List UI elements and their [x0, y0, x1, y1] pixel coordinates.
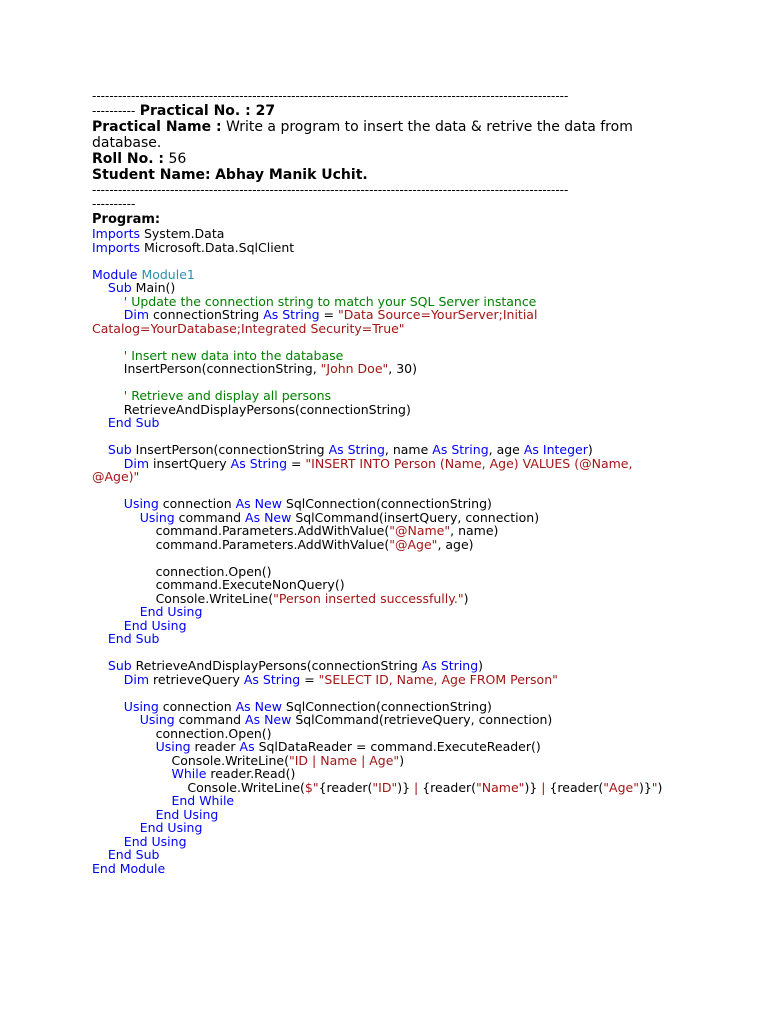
- code-token: Using: [155, 739, 191, 754]
- code-line: [92, 349, 672, 363]
- code-token: )}: [638, 779, 652, 795]
- code-token: command: [174, 712, 246, 727]
- code-token: End Using: [123, 833, 187, 849]
- code-line: [92, 835, 672, 849]
- code-token: InsertPerson(connectionString: [131, 442, 329, 457]
- code-token: =: [300, 671, 319, 687]
- code-line: [92, 605, 672, 619]
- code-token: {reader(: [318, 779, 373, 795]
- code-line: [92, 443, 672, 457]
- code-token: connectionString: [149, 307, 264, 322]
- code-token: Imports: [92, 239, 140, 255]
- code-token: insertQuery: [149, 455, 231, 471]
- code-token: As Integer: [523, 442, 588, 457]
- code-token: Sub: [107, 280, 132, 295]
- code-line: [92, 227, 672, 241]
- code-token: Sub: [107, 658, 132, 673]
- code-token: command.Parameters.AddWithValue(: [92, 523, 390, 538]
- code-token: Using: [139, 509, 175, 525]
- code-token: RetrieveAndDisplayPersons(connectionString: [131, 658, 422, 673]
- code-token: {reader(: [545, 779, 604, 795]
- code-token: End Module: [92, 860, 166, 876]
- code-token: As New: [235, 698, 282, 714]
- code-token: =: [287, 455, 306, 471]
- code-token: Sub: [107, 442, 132, 457]
- code-token: |: [541, 779, 546, 795]
- top-rule: --------------------------------------------------------------------------------------------------------------: [92, 89, 569, 103]
- code-token: , name: [384, 442, 433, 457]
- practical-name-continued: database.: [92, 135, 162, 151]
- code-token: "INSERT INTO Person (Name, Age) VALUES (@Name,: [305, 455, 633, 471]
- code-line: [92, 632, 672, 646]
- code-line: [92, 565, 672, 579]
- code-token: Using: [123, 698, 159, 714]
- practical-name-value: Write a program to insert the data & retrive the data from: [226, 119, 633, 135]
- roll-no-line: [92, 151, 672, 167]
- code-token: command.Parameters.AddWithValue(: [92, 536, 390, 552]
- code-line: [92, 727, 672, 741]
- code-line: [92, 848, 672, 862]
- code-token: [92, 631, 108, 646]
- code-block: [92, 227, 672, 875]
- code-token: "ID | Name | Age": [289, 752, 400, 768]
- code-token: End While: [171, 793, 235, 808]
- code-line: [92, 592, 672, 606]
- code-token: ": [651, 779, 658, 795]
- roll-no-value: 56: [168, 151, 187, 167]
- code-token: reader.Read(): [206, 766, 296, 781]
- code-token: Using: [123, 496, 159, 511]
- program-label: Program:: [92, 212, 161, 227]
- code-token: ): [478, 658, 484, 673]
- code-token: |: [414, 779, 419, 795]
- bottom-rule-tail: ----------: [92, 197, 136, 211]
- code-token: , age: [488, 442, 524, 457]
- code-line: [92, 767, 672, 781]
- top-rule-tail: ----------: [92, 104, 136, 118]
- code-token: Dim: [123, 307, 150, 322]
- code-token: connection.Open(): [92, 563, 272, 579]
- code-token: reader: [190, 739, 240, 754]
- code-token: , 30): [388, 361, 418, 376]
- roll-no-label: Roll No. :: [92, 151, 164, 167]
- code-line: [92, 308, 672, 322]
- code-token: As String: [432, 442, 489, 457]
- code-token: "Name": [476, 779, 525, 795]
- code-line: [92, 241, 672, 255]
- code-token: InsertPerson(connectionString,: [92, 361, 321, 376]
- code-line: [92, 511, 672, 525]
- code-token: RetrieveAndDisplayPersons(connectionString): [92, 401, 411, 417]
- code-token: ): [463, 590, 469, 606]
- code-token: End Sub: [107, 631, 160, 646]
- code-line: [92, 389, 672, 403]
- code-token: End Using: [139, 820, 203, 835]
- student-name-label: Student Name:: [92, 167, 211, 183]
- code-token: As String: [243, 671, 301, 687]
- code-token: Imports: [92, 226, 140, 241]
- code-token: SqlDataReader = command.ExecuteReader(): [254, 739, 541, 754]
- code-token: SqlConnection(connectionString): [281, 496, 492, 511]
- code-line: [92, 362, 672, 376]
- code-line: [92, 713, 672, 727]
- code-token: While: [171, 766, 207, 781]
- code-token: "Person inserted successfully.": [273, 590, 464, 606]
- code-token: retrieveQuery: [149, 671, 244, 687]
- code-token: As New: [245, 509, 292, 525]
- practical-name-label: Practical Name :: [92, 119, 222, 135]
- code-token: End Using: [155, 806, 219, 822]
- code-line: [92, 673, 672, 687]
- code-line: [92, 524, 672, 538]
- code-token: End Sub: [107, 415, 160, 430]
- code-token: End Sub: [107, 847, 160, 862]
- code-token: [92, 672, 124, 687]
- code-token: Console.WriteLine(: [92, 590, 274, 606]
- code-line: [92, 497, 672, 511]
- code-token: "@Name": [389, 523, 451, 538]
- code-line: [92, 254, 672, 268]
- code-token: End Using: [139, 604, 203, 619]
- code-line: [92, 754, 672, 768]
- code-token: "Age": [603, 779, 639, 795]
- code-token: command: [174, 509, 246, 525]
- code-token: ): [399, 752, 405, 768]
- code-token: As New: [245, 712, 292, 727]
- code-token: Main(): [131, 280, 176, 295]
- code-token: )}: [397, 779, 415, 795]
- code-line: [92, 470, 672, 484]
- code-token: As New: [235, 496, 282, 511]
- code-line: [92, 416, 672, 430]
- code-token: System.Data: [140, 226, 225, 241]
- code-token: ' Retrieve and display all persons: [123, 388, 332, 403]
- code-token: "SELECT ID, Name, Age FROM Person": [318, 671, 558, 687]
- code-line: [92, 740, 672, 754]
- bottom-rule: --------------------------------------------------------------------------------------------------------------: [92, 183, 569, 197]
- code-line: [92, 551, 672, 565]
- code-token: connection.Open(): [92, 725, 272, 741]
- code-token: End Using: [123, 617, 187, 633]
- document-page: [92, 89, 672, 875]
- code-line: [92, 322, 672, 336]
- code-token: [92, 415, 108, 430]
- code-token: {reader(: [418, 779, 477, 795]
- code-token: Module: [92, 266, 138, 282]
- code-token: Using: [139, 712, 175, 727]
- code-token: Dim: [123, 671, 150, 687]
- code-line: [92, 268, 672, 282]
- practical-no: Practical No. : 27: [139, 103, 276, 119]
- code-line: [92, 295, 672, 309]
- code-line: [92, 578, 672, 592]
- code-token: As String: [230, 455, 287, 471]
- code-line: [92, 646, 672, 660]
- code-token: Console.WriteLine(: [92, 779, 305, 795]
- code-token: command.ExecuteNonQuery(): [92, 577, 345, 592]
- code-line: [92, 484, 672, 498]
- code-token: "John Doe": [320, 361, 389, 376]
- code-token: , name): [450, 523, 499, 538]
- code-token: As String: [263, 307, 320, 322]
- code-line: [92, 403, 672, 417]
- code-token: As String: [421, 658, 479, 673]
- code-token: ' Insert new data into the database: [123, 347, 344, 363]
- code-token: ): [657, 779, 663, 795]
- code-line: [92, 808, 672, 822]
- code-line: [92, 457, 672, 471]
- student-name-value: Abhay Manik Uchit.: [215, 167, 368, 183]
- code-line: [92, 538, 672, 552]
- code-token: As String: [328, 442, 385, 457]
- code-token: Dim: [123, 455, 150, 471]
- code-line: [92, 335, 672, 349]
- code-token: connection: [158, 496, 236, 511]
- code-line: [92, 821, 672, 835]
- code-token: Module1: [141, 266, 195, 282]
- code-line: [92, 686, 672, 700]
- code-line: [92, 281, 672, 295]
- code-token: Microsoft.Data.SqlClient: [140, 239, 295, 255]
- code-token: connection: [158, 698, 236, 714]
- code-token: "ID": [372, 779, 398, 795]
- code-token: ): [587, 442, 593, 457]
- code-line: [92, 659, 672, 673]
- code-token: SqlCommand(retrieveQuery, connection): [291, 712, 553, 727]
- code-line: [92, 430, 672, 444]
- code-line: [92, 376, 672, 390]
- code-token: Console.WriteLine(: [92, 752, 289, 768]
- code-line: [92, 794, 672, 808]
- code-token: SqlCommand(insertQuery, connection): [291, 509, 540, 525]
- code-token: Catalog=YourDatabase;Integrated Security=True": [92, 320, 405, 336]
- code-token: $": [304, 779, 319, 795]
- code-line: [92, 862, 672, 876]
- code-token: ' Update the connection string to match your SQL Server instance: [123, 293, 537, 309]
- code-token: "@Age": [389, 536, 438, 552]
- code-token: "Data Source=YourServer;Initial: [337, 307, 538, 322]
- code-line: [92, 781, 672, 795]
- student-name-line: [92, 167, 672, 183]
- practical-name-line: [92, 119, 672, 135]
- code-token: As: [239, 739, 255, 754]
- code-token: SqlConnection(connectionString): [281, 698, 492, 714]
- code-token: =: [319, 307, 338, 322]
- code-token: @Age)": [92, 469, 140, 484]
- practical-no-line: [92, 103, 672, 119]
- code-line: [92, 700, 672, 714]
- code-line: [92, 619, 672, 633]
- code-token: , age): [437, 536, 474, 552]
- code-token: )}: [524, 779, 542, 795]
